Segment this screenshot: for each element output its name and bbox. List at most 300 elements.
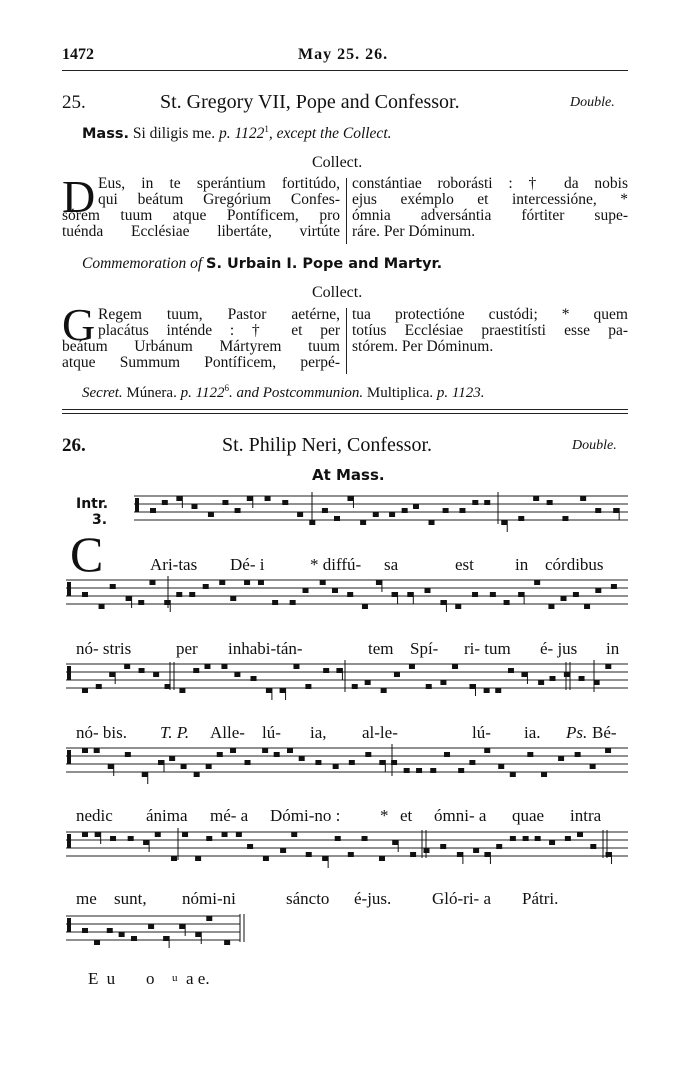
- neume: [484, 748, 490, 753]
- neume: [82, 688, 88, 693]
- lyric-syllable: in: [515, 555, 529, 574]
- neume: [426, 684, 432, 689]
- neume: [424, 848, 430, 853]
- neume: [224, 940, 230, 945]
- neume: [443, 508, 449, 513]
- lyric-syllable: T. P.: [160, 723, 190, 742]
- header-rule: [62, 70, 628, 71]
- neume: [335, 836, 341, 841]
- neume: [518, 592, 524, 597]
- neume: [182, 832, 188, 837]
- neume: [110, 836, 116, 841]
- mass-except: , except the Collect.: [268, 125, 392, 143]
- neume: [362, 836, 368, 841]
- introit-label: Intr.: [76, 496, 109, 512]
- lyric-syllable: u: [172, 972, 178, 984]
- neume: [82, 928, 88, 933]
- neume: [440, 600, 446, 605]
- commemoration-label: Commemoration of: [82, 255, 203, 272]
- neume: [169, 756, 175, 761]
- neume: [195, 932, 201, 937]
- neume: [315, 760, 321, 765]
- neume: [527, 752, 533, 757]
- neume: [548, 604, 554, 609]
- neume: [262, 748, 268, 753]
- neume: [365, 752, 371, 757]
- collect2-right-line: tua protectióne custódi; * quem: [352, 306, 628, 323]
- neume: [440, 844, 446, 849]
- chant-staff: [66, 744, 628, 784]
- neume: [82, 748, 88, 753]
- mass-sup: 1: [264, 124, 269, 134]
- neume: [535, 836, 541, 841]
- neume: [469, 760, 475, 765]
- neume: [247, 844, 253, 849]
- neume: [96, 684, 102, 689]
- neume: [430, 768, 436, 773]
- neume: [473, 848, 479, 853]
- neume: [562, 516, 568, 521]
- neume: [124, 664, 130, 669]
- lyric-syllable: Ps.: [566, 723, 588, 742]
- lyric-syllable: sáncto: [286, 889, 330, 908]
- neume: [163, 936, 169, 941]
- neume: [394, 672, 400, 677]
- section-rule: [62, 409, 628, 410]
- neume: [496, 844, 502, 849]
- neume: [126, 596, 132, 601]
- clef-mark: [67, 582, 71, 596]
- neume: [550, 676, 556, 681]
- neume: [561, 596, 567, 601]
- neume: [410, 852, 416, 857]
- collect2-right-column: [352, 307, 628, 355]
- neume: [222, 832, 228, 837]
- collect-right-line: ómnia adversántia fórtiter supe-: [352, 207, 628, 224]
- collect2-left-line: placátus inténde : † et per: [98, 322, 340, 339]
- feast-title: St. Philip Neri, Confessor.: [222, 434, 433, 456]
- neume: [139, 668, 145, 673]
- neume: [282, 500, 288, 505]
- neume: [189, 592, 195, 597]
- collect-right-line: ejus exémplo et intercessióne, *: [352, 191, 628, 208]
- neume: [290, 600, 296, 605]
- collect-left-column: [62, 171, 340, 240]
- neume: [99, 604, 105, 609]
- neume: [579, 676, 585, 681]
- neume: [584, 604, 590, 609]
- feast-rank: Double.: [572, 438, 617, 453]
- neume: [206, 916, 212, 921]
- drop-initial: D: [62, 171, 96, 222]
- lyric-syllable: Bé-: [592, 723, 617, 742]
- neume: [293, 664, 299, 669]
- neume: [565, 836, 571, 841]
- neume: [128, 836, 134, 841]
- clef-mark: [135, 498, 139, 512]
- commemoration-line: [82, 255, 442, 273]
- mass-ref: p. 1122: [218, 125, 265, 143]
- neume: [158, 760, 164, 765]
- neume: [533, 496, 539, 501]
- postcommunion-text: Multiplica.: [366, 385, 434, 401]
- neume: [150, 508, 156, 513]
- lyric-syllable: sa: [384, 555, 399, 574]
- neume: [303, 588, 309, 593]
- collect2-left-line: beátum Urbánum Mártyrem tuum: [62, 338, 340, 355]
- lyric-syllable: córdibus: [545, 555, 604, 574]
- at-mass-heading: At Mass.: [312, 466, 385, 484]
- neume: [306, 852, 312, 857]
- clef-mark: [67, 750, 71, 764]
- drop-initial: G: [62, 299, 96, 350]
- clef-mark: [67, 918, 71, 932]
- neume: [309, 520, 315, 525]
- neume: [219, 580, 225, 585]
- neume: [347, 496, 353, 501]
- neume: [484, 852, 490, 857]
- lyric-syllable: quae: [512, 806, 545, 825]
- page-number: 1472: [62, 46, 94, 63]
- neume: [440, 680, 446, 685]
- collect2-left-column: [62, 307, 340, 371]
- neume: [107, 928, 113, 933]
- neume: [518, 516, 524, 521]
- lyric-syllable: Gló-ri- a: [432, 889, 492, 908]
- neume: [348, 852, 354, 857]
- neume: [148, 924, 154, 929]
- column-divider: [346, 308, 347, 374]
- neume: [266, 688, 272, 693]
- feast-title: St. Gregory VII, Pope and Confessor.: [160, 91, 460, 113]
- lyric-syllable: in: [606, 639, 620, 658]
- neume: [455, 604, 461, 609]
- neume: [484, 500, 490, 505]
- neume: [352, 684, 358, 689]
- neume: [373, 512, 379, 517]
- neume: [204, 664, 210, 669]
- neume: [217, 752, 223, 757]
- neume: [299, 756, 305, 761]
- neume: [164, 600, 170, 605]
- lyric-syllable: *: [380, 806, 389, 825]
- neume: [595, 508, 601, 513]
- neume: [490, 592, 496, 597]
- neume: [549, 840, 555, 845]
- lyric-syllable: al-le-: [362, 723, 398, 742]
- collect-left-line: Eus, in te sperántium fortitúdo,: [98, 175, 340, 192]
- collect-right-column: [352, 176, 628, 240]
- lyric-syllable: ánima: [146, 806, 188, 825]
- neume: [272, 600, 278, 605]
- running-title: May 25. 26.: [298, 46, 389, 63]
- neume: [534, 580, 540, 585]
- lyric-syllable: Dómi-no :: [270, 806, 341, 825]
- neume: [171, 856, 177, 861]
- neume: [155, 832, 161, 837]
- lyric-syllable: é-jus.: [354, 889, 392, 908]
- feast-number: 26.: [62, 435, 86, 456]
- lyric-syllable: Pátri.: [522, 889, 559, 908]
- neume: [504, 600, 510, 605]
- neume: [349, 760, 355, 765]
- neume: [119, 932, 125, 937]
- lyric-syllable: ia.: [524, 723, 541, 742]
- chant-staff: [134, 492, 628, 532]
- neume: [221, 664, 227, 669]
- neume: [333, 764, 339, 769]
- neume: [263, 856, 269, 861]
- neume: [274, 752, 280, 757]
- section-rule: [62, 413, 628, 414]
- neume: [179, 924, 185, 929]
- neume: [580, 496, 586, 501]
- neume: [143, 840, 149, 845]
- column-divider: [346, 178, 347, 244]
- neume: [365, 680, 371, 685]
- lyric-syllable: nedic: [76, 806, 113, 825]
- neume: [402, 508, 408, 513]
- lyric-syllable: nómi-ni: [182, 889, 236, 908]
- neume: [510, 772, 516, 777]
- neume: [206, 764, 212, 769]
- neume: [94, 940, 100, 945]
- neume: [142, 772, 148, 777]
- neume: [564, 672, 570, 677]
- neume: [577, 832, 583, 837]
- neume: [444, 752, 450, 757]
- neume: [376, 580, 382, 585]
- neume: [575, 752, 581, 757]
- secret-label: Secret.: [82, 385, 123, 401]
- neume: [82, 592, 88, 597]
- neume: [508, 668, 514, 673]
- secret-line: [82, 383, 485, 402]
- neume: [280, 688, 286, 693]
- neume: [176, 496, 182, 501]
- neume: [379, 856, 385, 861]
- neume: [392, 592, 398, 597]
- lyric-syllable: me: [76, 889, 97, 908]
- neume: [265, 496, 271, 501]
- neume: [153, 672, 159, 677]
- neume: [247, 496, 253, 501]
- neume: [389, 512, 395, 517]
- neume: [162, 500, 168, 505]
- neume: [176, 592, 182, 597]
- neume: [94, 748, 100, 753]
- lyric-syllable: ia,: [310, 723, 327, 742]
- neume: [558, 756, 564, 761]
- lyric-syllable: Spí-: [410, 639, 439, 658]
- neume: [521, 672, 527, 677]
- neume: [206, 836, 212, 841]
- neume: [611, 584, 617, 589]
- lyric-syllable: mé- a: [210, 806, 249, 825]
- neume: [407, 592, 413, 597]
- neume: [165, 684, 171, 689]
- neume: [323, 668, 329, 673]
- neume: [416, 768, 422, 773]
- neume: [291, 832, 297, 837]
- neume: [392, 840, 398, 845]
- lyric-syllable: tem: [368, 639, 394, 658]
- neume: [391, 760, 397, 765]
- neume: [194, 772, 200, 777]
- neume: [222, 500, 228, 505]
- neume: [95, 832, 101, 837]
- neume: [280, 848, 286, 853]
- neume: [305, 684, 311, 689]
- neume: [510, 836, 516, 841]
- collect2-right-line: totíus Ecclésiae praestitísti esse pa-: [352, 322, 628, 339]
- neume: [82, 832, 88, 837]
- lyric-syllable: lú-: [262, 723, 281, 742]
- neume: [235, 508, 241, 513]
- lyric-syllable: nó- bis.: [76, 723, 127, 742]
- chant-staff: [66, 914, 244, 948]
- neume: [613, 508, 619, 513]
- neume: [193, 668, 199, 673]
- neume: [332, 588, 338, 593]
- lyric-syllable: inhabi-tán-: [228, 639, 303, 658]
- neume: [457, 852, 463, 857]
- neume: [541, 772, 547, 777]
- lyric-syllable: é- jus: [540, 639, 578, 658]
- neume: [191, 504, 197, 509]
- collect-heading: Collect.: [312, 154, 363, 171]
- neume: [208, 512, 214, 517]
- lyric-syllable: et: [400, 806, 413, 825]
- secret-ref: p. 1122: [180, 385, 225, 401]
- lyric-syllable: o: [146, 969, 155, 988]
- neume: [413, 504, 419, 509]
- lyric-syllable: * diffú-: [310, 555, 362, 574]
- secret-text: Múnera.: [126, 385, 177, 401]
- collect-left-line: tuénda Ecclésiae libertáte, virtúte: [62, 223, 340, 240]
- collect2-left-line: atque Summum Pontíficem, perpé-: [62, 354, 340, 371]
- collect-left-line: qui beátum Gregórium Confes-: [98, 191, 340, 208]
- mass-text: Si diligis me.: [132, 125, 216, 143]
- neume: [334, 516, 340, 521]
- neume: [590, 764, 596, 769]
- neume: [484, 688, 490, 693]
- neume: [203, 584, 209, 589]
- neume: [472, 592, 478, 597]
- introit-mode: 3.: [92, 512, 108, 528]
- clef-mark: [67, 666, 71, 680]
- neume: [230, 748, 236, 753]
- neume: [379, 760, 385, 765]
- neume: [322, 508, 328, 513]
- lyric-syllable: a e.: [186, 969, 210, 988]
- neume: [244, 580, 250, 585]
- lyric-syllable: sunt,: [114, 889, 147, 908]
- neume: [501, 520, 507, 525]
- lyric-syllable: Alle-: [210, 723, 245, 742]
- mass-line: [82, 124, 392, 143]
- collect2-heading: Collect.: [312, 284, 363, 301]
- neume: [234, 672, 240, 677]
- neume: [498, 764, 504, 769]
- neume: [409, 664, 415, 669]
- neume: [109, 672, 115, 677]
- neume: [125, 752, 131, 757]
- neume: [425, 588, 431, 593]
- neume: [336, 668, 342, 673]
- neume: [573, 592, 579, 597]
- feast-number: 25.: [62, 92, 86, 113]
- chant-initial: C: [70, 526, 104, 582]
- lyric-syllable: ri- tum: [464, 639, 511, 658]
- secret-sup: 6: [224, 383, 229, 393]
- chant-staff: [66, 576, 628, 612]
- lyric-syllable: est: [455, 555, 474, 574]
- neume: [605, 664, 611, 669]
- neume: [547, 500, 553, 505]
- neume: [360, 520, 366, 525]
- lyric-syllable: ómni- a: [434, 806, 487, 825]
- neume: [429, 520, 435, 525]
- lyric-syllable: E u: [88, 969, 118, 988]
- neume: [472, 500, 478, 505]
- neume: [459, 508, 465, 513]
- neume: [347, 592, 353, 597]
- chant-staff: [66, 828, 628, 868]
- neume: [452, 664, 458, 669]
- neume: [362, 604, 368, 609]
- neume: [131, 936, 137, 941]
- neume: [245, 760, 251, 765]
- neume: [469, 684, 475, 689]
- neume: [381, 688, 387, 693]
- neume: [590, 844, 596, 849]
- neume: [251, 676, 257, 681]
- neume: [110, 584, 116, 589]
- postcommunion-label: . and Postcommunion.: [228, 385, 364, 401]
- feast-rank: Double.: [570, 95, 615, 110]
- lyric-syllable: per: [176, 639, 198, 658]
- collect-left-line: sórem tuum atque Pontíficem, pro: [62, 207, 340, 224]
- neume: [538, 680, 544, 685]
- neume: [523, 836, 529, 841]
- collect-right-line: ráre. Per Dóminum.: [352, 223, 476, 240]
- lyric-syllable: nó- stris: [76, 639, 132, 658]
- neume: [287, 748, 293, 753]
- neume: [605, 748, 611, 753]
- neume: [236, 832, 242, 837]
- neume: [322, 856, 328, 861]
- neume: [108, 764, 114, 769]
- neume: [179, 688, 185, 693]
- neume: [181, 764, 187, 769]
- neume: [606, 852, 612, 857]
- collect-right-line: constántiae roborásti : † da nobis: [352, 175, 628, 192]
- neume: [595, 588, 601, 593]
- postcommunion-ref: p. 1123.: [436, 385, 485, 401]
- neume: [495, 688, 501, 693]
- neume: [458, 768, 464, 773]
- neume: [297, 512, 303, 517]
- neume: [258, 580, 264, 585]
- clef-mark: [67, 834, 71, 848]
- neume: [195, 856, 201, 861]
- neume: [594, 680, 600, 685]
- lyric-syllable: intra: [570, 806, 602, 825]
- mass-label: Mass.: [82, 126, 129, 143]
- lyric-syllable: Ari-tas: [150, 555, 198, 574]
- collect2-left-line: Regem tuum, Pastor aetérne,: [98, 306, 340, 323]
